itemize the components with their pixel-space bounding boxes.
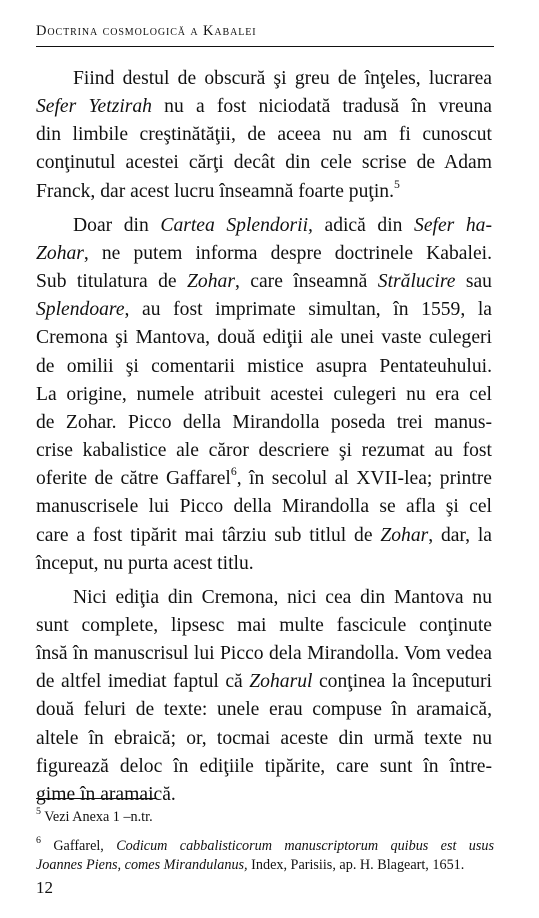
footnote-line bbox=[36, 834, 494, 857]
text-line bbox=[36, 149, 492, 177]
text-line bbox=[36, 640, 492, 668]
text-run: altele în ebraică; or, tocmai aceste din urmă texte nu bbox=[36, 727, 492, 749]
italic-run: Codicum cabbalisticorum manuscriptorum quibus est usus bbox=[116, 837, 494, 854]
body-text bbox=[36, 65, 492, 809]
page-number: 12 bbox=[36, 878, 53, 897]
text-run: care a fost tipărit mai târziu sub titlul de bbox=[36, 524, 381, 546]
paragraph bbox=[36, 584, 492, 809]
text-line bbox=[36, 465, 492, 493]
text-run: , care înseamnă bbox=[234, 271, 378, 293]
italic-run: Zohar bbox=[380, 524, 429, 546]
text-line bbox=[36, 437, 492, 465]
text-run: sunt complete, lipsesc mai multe fascicule conţinute bbox=[36, 614, 492, 636]
text-line bbox=[36, 550, 492, 578]
text-run: manuscrisele lui Picco della Mirandolla se afla şi cel bbox=[36, 496, 492, 518]
italic-run: Zohar bbox=[187, 271, 235, 293]
text-run: Nici ediţia din Cremona, nici cea din Mantova nu bbox=[73, 586, 492, 608]
text-line bbox=[36, 178, 492, 206]
text-line bbox=[36, 324, 492, 352]
footnote-number: 6 bbox=[36, 834, 41, 846]
header-rule bbox=[36, 46, 494, 47]
text-run: La origine, numele atribuit acestei culegeri nu era cel bbox=[36, 383, 492, 405]
text-line bbox=[36, 240, 492, 268]
running-head: Doctrina cosmologică a Kabalei bbox=[36, 23, 257, 39]
footnote bbox=[36, 808, 494, 828]
text-run: conţinutul acestei cărţi decât din cele scrise de Adam bbox=[36, 152, 492, 174]
text-run: două feluri de texte: unele erau compuse în aramaică, bbox=[36, 699, 492, 721]
text-line bbox=[36, 781, 492, 809]
text-line bbox=[36, 381, 492, 409]
footnote-number: 5 bbox=[36, 806, 41, 818]
text-line bbox=[36, 584, 492, 612]
text-run: conţinea la începuturi bbox=[312, 671, 492, 693]
italic-run: Sefer ha- bbox=[414, 214, 492, 236]
text-run: Vezi Anexa 1 –n.tr. bbox=[44, 809, 153, 825]
footnote-rule bbox=[36, 798, 156, 799]
text-run: sau bbox=[455, 271, 492, 293]
italic-run: Joannes Piens, comes Mirandulanus, bbox=[36, 857, 248, 873]
text-run: adică din bbox=[312, 214, 415, 236]
text-run: nu a fost niciodată tradusă în vreuna bbox=[151, 96, 492, 118]
text-run: Fiind destul de obscură şi greu de înţeles, lucrarea bbox=[73, 68, 492, 89]
footnote bbox=[36, 834, 494, 876]
text-run: din limbile creştinătăţii, de aceea nu am fi cunoscut bbox=[36, 124, 492, 146]
footnote-line bbox=[36, 808, 494, 828]
text-run: , în secolul al XVII-lea; printre bbox=[236, 468, 493, 490]
footnote-reference: 6 bbox=[230, 465, 237, 479]
italic-run: Zoharul bbox=[249, 671, 313, 693]
text-run: crise kabalistice ale căror descriere şi rezumat au fost bbox=[36, 440, 492, 462]
text-run: , dar, la bbox=[428, 524, 493, 546]
text-run: Gaffarel, bbox=[53, 837, 117, 854]
text-line bbox=[36, 93, 492, 121]
text-run: început, nu purta acest titlu. bbox=[36, 552, 254, 574]
text-run: Cremona şi Mantova, două ediţii ale unei vaste culegeri bbox=[36, 327, 492, 349]
footnote-line bbox=[36, 856, 494, 876]
text-line bbox=[36, 212, 492, 240]
text-run: , au fost imprimate simultan, în 1559, la bbox=[124, 299, 492, 321]
text-run: de altfel imediat faptul că bbox=[36, 671, 250, 693]
text-run: de omilii şi comentarii mistice asupra Pentateuhului. bbox=[36, 355, 492, 377]
text-line bbox=[36, 409, 492, 437]
text-line bbox=[36, 696, 492, 724]
text-run: Sub titulatura de bbox=[36, 271, 188, 293]
text-line bbox=[36, 65, 492, 93]
italic-run: Strălucire bbox=[377, 271, 456, 293]
text-run: oferite de către Gaffarel bbox=[36, 468, 231, 490]
footnotes bbox=[36, 808, 494, 876]
text-run: de Zohar. Picco della Mirandolla poseda trei manus- bbox=[36, 411, 492, 433]
footnote-reference: 5 bbox=[394, 177, 400, 191]
text-line bbox=[36, 753, 492, 781]
text-run: Franck, dar acest lucru înseamnă foarte puţin. bbox=[36, 180, 394, 202]
text-run: însă în manuscrisul lui Picco dela Mirandolla. Vom vedea bbox=[36, 643, 492, 665]
text-line bbox=[36, 725, 492, 753]
paragraph bbox=[36, 65, 492, 206]
paragraph bbox=[36, 212, 492, 578]
text-line bbox=[36, 121, 492, 149]
text-line bbox=[36, 668, 492, 696]
italic-run: Zohar bbox=[36, 242, 84, 264]
text-line bbox=[36, 493, 492, 521]
text-line bbox=[36, 612, 492, 640]
text-run: figurează deloc în ediţiile tipărite, care sunt în între- bbox=[36, 755, 492, 777]
italic-run: Cartea Splendorii, bbox=[160, 214, 313, 236]
text-run: Doar din bbox=[73, 214, 161, 236]
italic-run: Sefer Yetzirah bbox=[36, 96, 152, 118]
text-run: , ne putem informa despre doctrinele Kabalei. bbox=[83, 242, 492, 264]
text-run: gime în aramaică. bbox=[36, 783, 176, 805]
text-run: Index, Parisiis, ap. H. Blageart, 1651. bbox=[247, 857, 465, 873]
text-line bbox=[36, 296, 492, 324]
text-line bbox=[36, 353, 492, 381]
text-line bbox=[36, 522, 492, 550]
text-line bbox=[36, 268, 492, 296]
italic-run: Splendoare bbox=[36, 299, 125, 321]
